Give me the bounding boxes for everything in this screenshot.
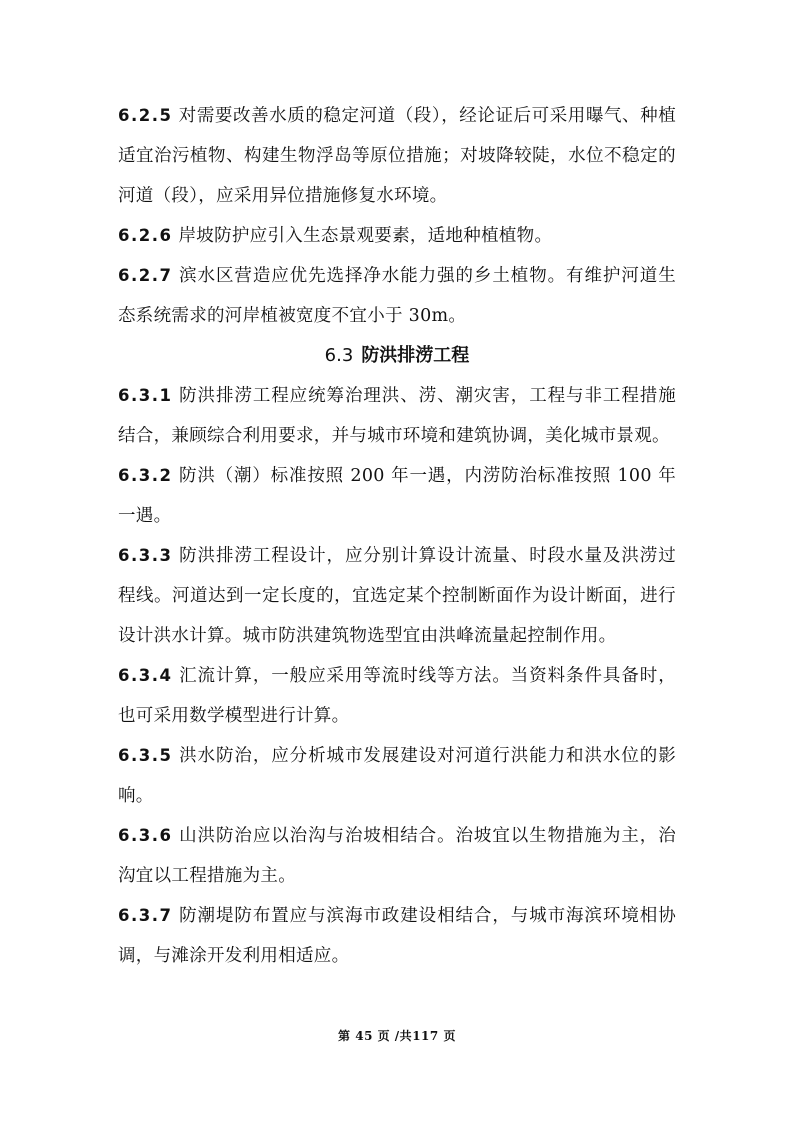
page-footer <box>0 1027 794 1044</box>
clause-text: 防洪（潮）标准按照 200 年一遇，内涝防治标准按照 100 年一遇。 <box>118 466 676 526</box>
clause-number: 6.3.4 <box>118 666 173 685</box>
clause-text: 山洪防治应以治沟与治坡相结合。治坡宜以生物措施为主，治沟宜以工程措施为主。 <box>118 826 676 886</box>
clause-number: 6.2.6 <box>118 226 173 245</box>
section-heading <box>118 336 676 376</box>
clause-6-2-7 <box>118 256 676 336</box>
footer-middle: 页 /共 <box>377 1029 413 1043</box>
clause-6-2-6 <box>118 216 676 256</box>
footer-prefix: 第 <box>338 1029 351 1043</box>
section-number: 6.3 <box>324 345 354 366</box>
clause-text: 岸坡防护应引入生态景观要素，适地种植植物。 <box>178 226 553 246</box>
clause-6-3-4 <box>118 656 676 736</box>
section-title: 防洪排涝工程 <box>361 345 470 366</box>
clause-6-3-7 <box>118 896 676 976</box>
clause-text: 滨水区营造应优先选择净水能力强的乡土植物。有维护河道生态系统需求的河岸植被宽度不宜小于 30m。 <box>118 266 676 326</box>
current-page-number: 45 <box>355 1029 373 1043</box>
clause-text: 防洪排涝工程设计，应分别计算设计流量、时段水量及洪涝过程线。河道达到一定长度的，宜选定某个控制断面作为设计断面，进行设计洪水计算。城市防洪建筑物选型宜由洪峰流量起控制作用。 <box>118 546 676 646</box>
clause-number: 6.3.3 <box>118 546 173 565</box>
total-pages-number: 117 <box>412 1029 439 1043</box>
clause-6-3-1 <box>118 376 676 456</box>
clause-number: 6.3.5 <box>118 746 173 765</box>
footer-suffix: 页 <box>443 1029 456 1043</box>
clause-text: 对需要改善水质的稳定河道（段），经论证后可采用曝气、种植适宜治污植物、构建生物浮岛等原位措施；对坡降较陡，水位不稳定的河道（段），应采用异位措施修复水环境。 <box>118 106 676 206</box>
clause-text: 洪水防治，应分析城市发展建设对河道行洪能力和洪水位的影响。 <box>118 746 676 806</box>
clause-number: 6.3.2 <box>118 466 173 485</box>
clause-number: 6.3.6 <box>118 826 173 845</box>
clause-text: 防洪排涝工程应统筹治理洪、涝、潮灾害，工程与非工程措施结合，兼顾综合利用要求，并与城市环境和建筑协调，美化城市景观。 <box>118 386 676 446</box>
clause-6-3-6 <box>118 816 676 896</box>
clause-6-2-5 <box>118 96 676 216</box>
clause-6-3-5 <box>118 736 676 816</box>
clause-number: 6.3.7 <box>118 906 173 925</box>
clause-text: 汇流计算，一般应采用等流时线等方法。当资料条件具备时，也可采用数学模型进行计算。 <box>118 666 676 726</box>
page-content <box>118 96 676 976</box>
clause-number: 6.2.7 <box>118 266 173 285</box>
clause-6-3-3 <box>118 536 676 656</box>
clause-6-3-2 <box>118 456 676 536</box>
clause-number: 6.2.5 <box>118 106 173 125</box>
clause-number: 6.3.1 <box>118 386 173 405</box>
clause-text: 防潮堤防布置应与滨海市政建设相结合，与城市海滨环境相协调，与滩涂开发利用相适应。 <box>118 906 676 966</box>
